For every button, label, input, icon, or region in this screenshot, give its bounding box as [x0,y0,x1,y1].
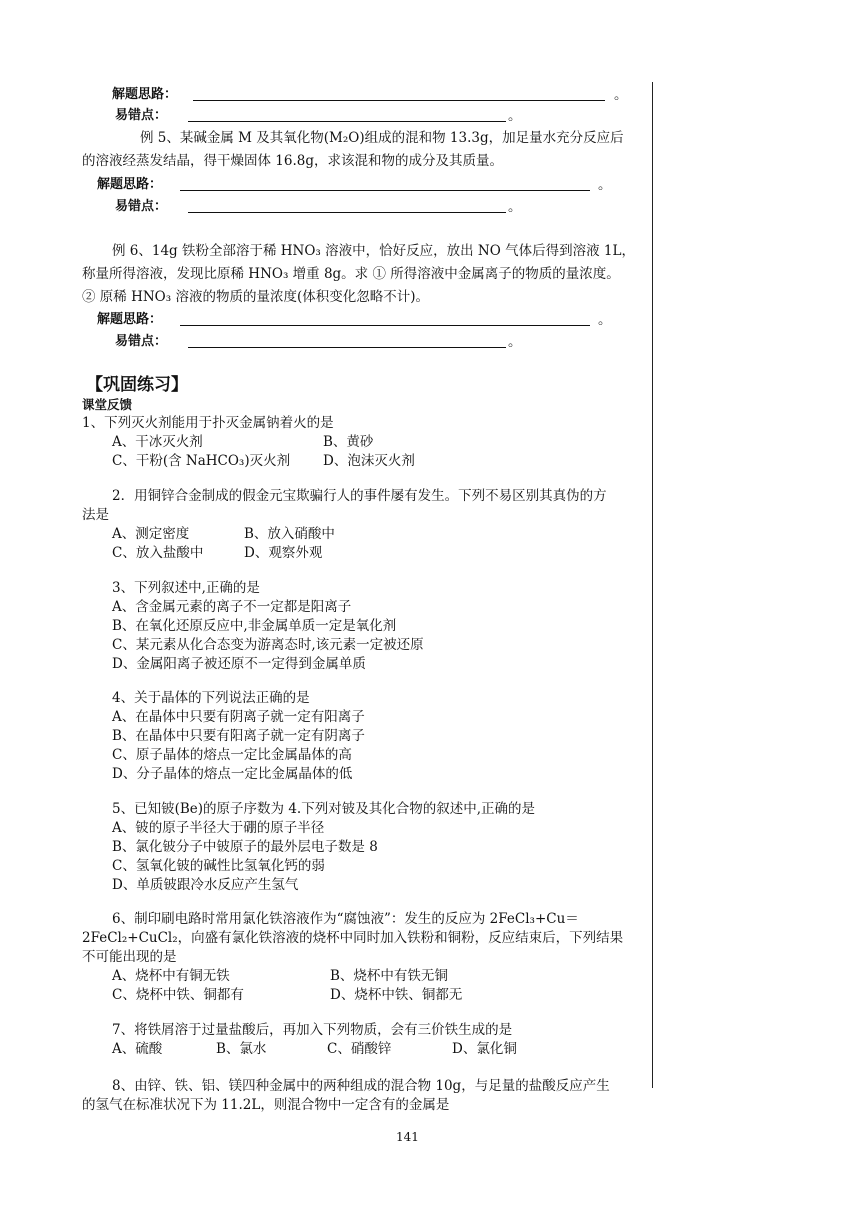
answer-line [180,190,590,191]
q1-option-b: B、黄砂 [323,434,374,450]
line-end: 。 [508,334,522,350]
q4-option-b: B、在晶体中只要有阳离子就一定有阴离子 [112,728,365,744]
q2-stem-line2: 法是 [82,507,109,523]
q2-stem-line1: 2．用铜锌合金制成的假金元宝欺骗行人的事件屡有发生。下列不易区别其真伪的方 [112,488,607,504]
answer-line [188,347,506,348]
q2-option-d: D、观察外观 [244,545,323,561]
q4-option-a: A、在晶体中只要有阴离子就一定有阳离子 [112,709,365,725]
q6-option-c: C、烧杯中铁、铜都有 [112,987,244,1003]
line-end: 。 [598,312,612,328]
q8-stem-line1: 8、由锌、铁、铝、镁四种金属中的两种组成的混合物 10g，与足量的盐酸反应产生 [112,1078,610,1094]
q8-stem-line2: 的氢气在标准状况下为 11.2L，则混合物中一定含有的金属是 [82,1097,450,1113]
ex5-line1: 例 5、某碱金属 M 及其氧化物(M₂O)组成的混和物 13.3g，加足量水充分反应后 [140,130,624,146]
q6-stem-line3: 不可能出现的是 [82,949,177,965]
q6-option-b: B、烧杯中有铁无铜 [330,968,448,984]
margin-rule [652,82,653,1088]
q1-option-c: C、干粉(含 NaHCO₃)灭火剂 [112,453,291,469]
q4-stem: 4、关于晶体的下列说法正确的是 [112,690,310,706]
q7-option-d: D、氯化铜 [452,1041,517,1057]
q3-option-d: D、金属阳离子被还原不一定得到金属单质 [112,656,366,672]
q5-option-d: D、单质铍跟冷水反应产生氢气 [112,877,299,893]
approach-label: 解题思路： [112,87,178,102]
q2-option-c: C、放入盐酸中 [112,545,204,561]
sub-title: 课堂反馈 [82,397,133,412]
approach-label: 解题思路： [97,177,163,192]
q3-option-c: C、某元素从化合态变为游离态时,该元素一定被还原 [112,637,424,653]
q4-option-c: C、原子晶体的熔点一定比金属晶体的高 [112,747,352,763]
ex6-line3: ② 原稀 HNO₃ 溶液的物质的量浓度(体积变化忽略不计)。 [82,289,429,305]
answer-line [180,325,590,326]
section-title: 【巩固练习】 [86,375,188,395]
q2-option-a: A、测定密度 [112,526,190,542]
approach-label: 解题思路： [97,312,163,327]
ex6-line1: 例 6、14g 铁粉全部溶于稀 HNO₃ 溶液中，恰好反应，放出 NO 气体后得到溶液 1L， [112,243,635,259]
q2-option-b: B、放入硝酸中 [244,526,335,542]
answer-line [188,212,506,213]
q7-option-c: C、硝酸锌 [327,1041,392,1057]
q1-stem: 1、下列灭火剂能用于扑灭金属钠着火的是 [82,415,334,431]
q3-stem: 3、下列叙述中,正确的是 [112,580,260,596]
pitfall-label: 易错点： [115,199,168,214]
line-end: 。 [508,108,522,124]
page-number: 141 [396,1130,419,1144]
q7-stem: 7、将铁屑溶于过量盐酸后，再加入下列物质，会有三价铁生成的是 [112,1022,513,1038]
q6-stem-line1: 6、制印刷电路时常用氯化铁溶液作为“腐蚀液”：发生的反应为 2FeCl₃+Cu＝ [112,911,579,927]
q6-stem-line2: 2FeCl₂+CuCl₂，向盛有氯化铁溶液的烧杯中同时加入铁粉和铜粉，反应结束后，下列结果 [82,930,624,946]
pitfall-label: 易错点： [115,108,168,123]
pitfall-label: 易错点： [115,334,168,349]
q5-option-c: C、氢氧化铍的碱性比氢氧化钙的弱 [112,858,325,874]
q6-option-a: A、烧杯中有铜无铁 [112,968,230,984]
q6-option-d: D、烧杯中铁、铜都无 [330,987,463,1003]
q1-option-a: A、干冰灭火剂 [112,434,203,450]
line-end: 。 [598,177,612,193]
q7-option-a: A、硫酸 [112,1041,163,1057]
ex5-line2: 的溶液经蒸发结晶，得干燥固体 16.8g，求该混和物的成分及其质量。 [82,153,503,169]
q5-option-a: A、铍的原子半径大于硼的原子半径 [112,820,325,836]
q4-option-d: D、分子晶体的熔点一定比金属晶体的低 [112,766,353,782]
ex6-line2: 称量所得溶液，发现比原稀 HNO₃ 增重 8g。求 ① 所得溶液中金属离子的物质的量浓度。 [82,266,620,282]
q1-option-d: D、泡沫灭火剂 [323,453,415,469]
answer-line [188,121,506,122]
q5-option-b: B、氯化铍分子中铍原子的最外层电子数是 8 [112,839,378,855]
q7-option-b: B、氯水 [216,1041,267,1057]
line-end: 。 [508,199,522,215]
q3-option-b: B、在氧化还原反应中,非金属单质一定是氧化剂 [112,618,397,634]
answer-line [193,100,605,101]
line-end: 。 [614,87,628,103]
q5-stem: 5、已知铍(Be)的原子序数为 4.下列对铍及其化合物的叙述中,正确的是 [112,801,535,817]
q3-option-a: A、含金属元素的离子不一定都是阳离子 [112,599,352,615]
